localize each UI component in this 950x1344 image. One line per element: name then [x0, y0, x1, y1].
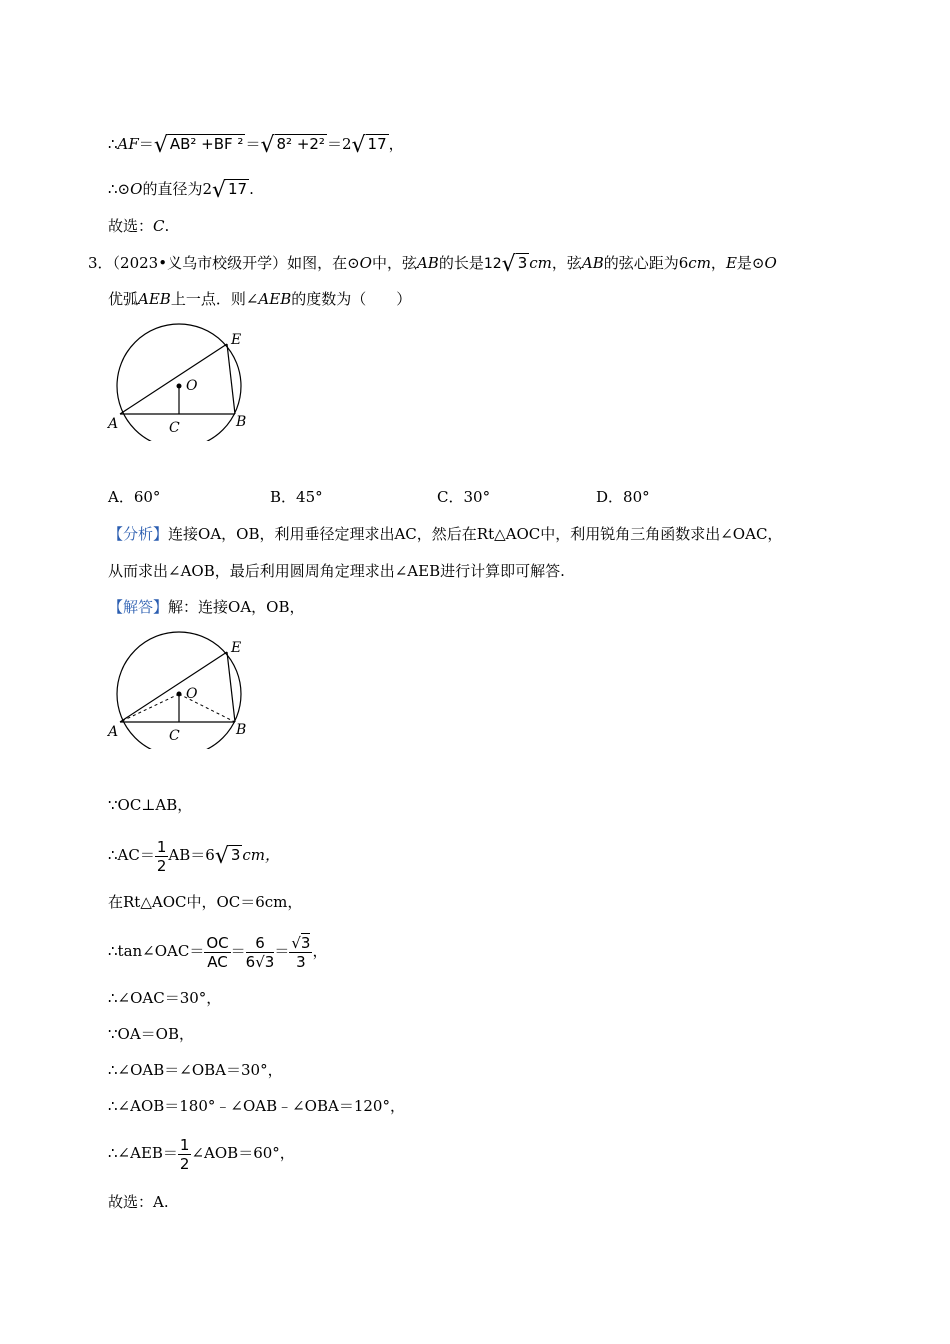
numerator: 1 [179, 1135, 190, 1154]
step-10: 故选：A. [108, 1193, 169, 1211]
var-af: AF [117, 135, 139, 153]
circle-figure-2 [104, 624, 254, 749]
label-b: B [236, 414, 247, 430]
center-dot [177, 692, 182, 697]
step-8: ∴∠AOB＝180°﹣∠OAB﹣∠OBA＝120°， [108, 1097, 405, 1115]
radical-8-2: √ 8² +2² [260, 133, 325, 158]
analysis-tag: 【分析】 [108, 525, 169, 543]
radicand: 3 [517, 254, 528, 272]
text: 优弧 [108, 290, 139, 308]
chord-eb [227, 652, 235, 722]
dashed-oa [120, 694, 179, 722]
radical-3: √ 3 [214, 844, 241, 869]
var-e: E [725, 254, 737, 272]
question-line-1 [88, 253, 777, 275]
step-4 [108, 928, 327, 974]
label-o: O [186, 378, 198, 394]
coef: 12 [483, 256, 502, 272]
question-number: 3． [88, 254, 113, 272]
chord-eb [227, 344, 235, 414]
solution-line [108, 597, 304, 617]
denominator: 2 [156, 856, 167, 875]
radical-3: √ 3 [501, 252, 528, 277]
therefore-circle: ∴⊙ [108, 180, 131, 198]
radicand: 8² +2² [276, 135, 325, 153]
chord-ae [120, 344, 227, 414]
var-o: O [130, 180, 143, 198]
fraction-oc-ac [204, 934, 230, 971]
circle-figure-1 [104, 316, 254, 441]
fraction-6-6root3 [246, 934, 275, 971]
numerator: 1 [156, 837, 167, 856]
text: ∴tan∠OAC＝ [108, 942, 205, 960]
formula-af [108, 134, 404, 156]
text: 的直径为2 [142, 180, 212, 198]
diameter-line [108, 179, 254, 201]
equals-2: ＝2 [326, 135, 352, 153]
text: cm， [242, 846, 281, 864]
label-a: A [108, 416, 119, 432]
text: ∴∠AEB＝ [108, 1144, 178, 1162]
denominator: AC [207, 952, 228, 971]
radicand: 3 [230, 846, 241, 864]
numerator: 6 [246, 934, 275, 953]
denominator: 2 [179, 1154, 190, 1173]
therefore-symbol: ∴ [108, 135, 118, 153]
analysis-line-1 [108, 524, 782, 544]
option-a: A．60° [108, 488, 161, 506]
text: ∠AOB＝60°， [191, 1144, 295, 1162]
var-o: O [764, 254, 777, 272]
step-2 [108, 832, 280, 880]
radicand: 3 [264, 952, 275, 971]
equals: ＝ [274, 942, 290, 960]
radicand: 17 [367, 135, 387, 153]
punct: . [164, 217, 170, 235]
label-a: A [108, 724, 119, 740]
option-d: D．80° [596, 488, 650, 506]
text: 的度数为（ ） [291, 290, 412, 308]
answer-choose-c [108, 216, 169, 236]
punct: ， [312, 942, 328, 960]
question-line-2 [108, 289, 411, 309]
numerator: √3 [291, 933, 311, 952]
var-aeb: AEB [258, 290, 292, 308]
radicand: 3 [300, 933, 311, 952]
var-ab: AB [416, 254, 439, 272]
radicand: AB² +BF ² [169, 135, 244, 153]
fraction-root3-3 [289, 934, 312, 971]
step-3: 在Rt△AOC中，OC＝6cm， [108, 893, 303, 911]
fraction-half [155, 838, 169, 875]
text: 中，弦 [371, 254, 417, 272]
label-c: C [169, 728, 180, 744]
analysis-line-2: 从而求出∠AOB，最后利用圆周角定理求出∠AEB进行计算即可解答. [108, 562, 565, 580]
var-c: C [153, 217, 165, 235]
radical-17: √ 17 [211, 178, 248, 203]
label-e: E [231, 332, 242, 348]
text: 的弦心距为6 [603, 254, 689, 272]
var-aeb: AEB [138, 290, 171, 308]
text: 的长是 [438, 254, 484, 272]
text: 上一点．则∠ [170, 290, 259, 308]
option-c: C．30° [437, 488, 491, 506]
label-o: O [186, 686, 198, 702]
step-5: ∴∠OAC＝30°， [108, 989, 222, 1007]
step-1: ∵OC⊥AB， [108, 796, 193, 814]
radicand: 17 [228, 180, 248, 198]
numerator: OC [206, 933, 229, 952]
fraction-half [178, 1136, 192, 1173]
text: （2023•义乌市校级开学）如图，在⊙ [112, 254, 360, 272]
step-9 [108, 1130, 295, 1176]
text: ，弦 [551, 254, 582, 272]
unit: cm [529, 254, 552, 272]
text: AB＝6 [168, 846, 215, 864]
text: 连接OA，OB，利用垂径定理求出AC，然后在Rt△AOC中，利用锐角三角函数求出∠OAC， [168, 525, 783, 543]
solution-tag: 【解答】 [108, 598, 169, 616]
radical-17: √ 17 [351, 133, 387, 158]
radical-ab-bf: √ AB² +BF ² [153, 133, 244, 158]
step-7: ∴∠OAB＝∠OBA＝30°， [108, 1061, 283, 1079]
equals: ＝ [245, 135, 261, 153]
denominator: 3 [296, 952, 306, 971]
label-c: C [169, 420, 180, 436]
option-b: B．45° [270, 488, 323, 506]
var-ab: AB [581, 254, 604, 272]
punct: ， [388, 135, 404, 153]
center-dot [177, 384, 182, 389]
text: 是⊙ [736, 254, 765, 272]
denominator: 6√3 [245, 952, 275, 971]
text: 解：连接OA，OB， [168, 598, 305, 616]
text: 故选： [108, 217, 154, 235]
equals: ＝ [230, 942, 246, 960]
label-e: E [231, 640, 242, 656]
equals: ＝ [138, 135, 154, 153]
text: ∴AC＝ [108, 846, 155, 864]
var-o: O [359, 254, 372, 272]
chord-ae [120, 652, 227, 722]
label-b: B [236, 722, 247, 738]
coef: 6 [245, 952, 256, 971]
text: ， [710, 254, 726, 272]
unit: cm [688, 254, 711, 272]
punct: . [249, 180, 254, 198]
step-6: ∵OA＝OB， [108, 1025, 194, 1043]
